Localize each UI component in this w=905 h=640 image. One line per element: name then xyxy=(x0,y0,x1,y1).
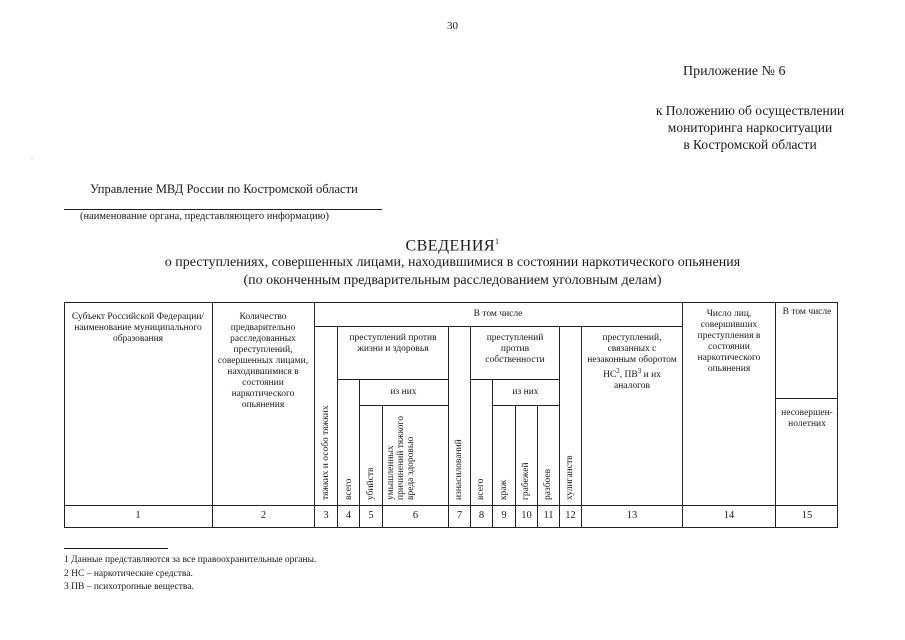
header-drugs xyxy=(586,333,678,392)
header-drugs-pv: , ПВ xyxy=(619,370,638,381)
stray-mark: . xyxy=(31,152,33,161)
header-total: всего xyxy=(344,478,354,500)
column-number: 2 xyxy=(260,510,267,521)
footnote-2: 2 НС – наркотические средства. xyxy=(64,569,193,579)
column-number: 12 xyxy=(565,510,576,521)
column-number: 11 xyxy=(543,510,554,521)
organization-underline xyxy=(64,209,382,210)
column-number: 10 xyxy=(521,510,532,521)
appendix-reference-line: мониторинга наркоситуации xyxy=(667,120,833,135)
column-number: 5 xyxy=(368,510,374,521)
organization-caption: (наименование органа, представляющего информацию) xyxy=(80,211,329,222)
header-hooliganism: хулиганств xyxy=(565,455,575,500)
column-number: 8 xyxy=(478,510,485,521)
document-subtitle-note: (по оконченным предварительным расследованием уголовным делам) xyxy=(243,273,662,288)
footnote-ref-1: 1 xyxy=(495,237,500,246)
header-robberies: грабежей xyxy=(521,462,531,500)
footnote-ref-3: 3 xyxy=(637,367,642,375)
header-grievous-harm: умышленных причинений тяжкого вреда здоровью xyxy=(386,416,416,500)
header-drugs-tail: и их аналогов xyxy=(614,370,661,392)
appendix-reference-line: к Положению об осуществлении xyxy=(655,103,845,118)
column-number: 13 xyxy=(626,510,638,521)
header-count: Количество предварительно расследованных преступлений, совершенных лицами, находившимися в состоянии наркотического опьянения xyxy=(217,312,309,410)
header-including: В том числе xyxy=(473,309,523,319)
header-including-2: В том числе xyxy=(782,307,832,317)
header-thefts: краж xyxy=(499,479,509,500)
header-life-health: преступлений против жизни и здоровья xyxy=(349,333,437,354)
header-of-them: из них xyxy=(512,387,539,397)
appendix-title: Приложение № 6 xyxy=(683,64,786,79)
header-rapes: изнасилований xyxy=(454,439,464,500)
document-title xyxy=(0,237,905,255)
footnote-3: 3 ПВ – психотропные вещества. xyxy=(64,582,194,592)
document-title-text: СВЕДЕНИЯ xyxy=(405,237,496,255)
page-number: 30 xyxy=(447,20,458,32)
header-drugs-text: преступлений, связанных с незаконным оборотом НС xyxy=(587,333,677,381)
header-of-them: из них xyxy=(390,387,417,397)
header-assaults: разбоев xyxy=(543,468,553,500)
column-number: 7 xyxy=(456,510,463,521)
footnote-1: 1 Данные представляются за все правоохранительные органы. xyxy=(64,555,317,565)
header-serious: тяжких и особо тяжких xyxy=(321,405,331,500)
organization-name: Управление МВД России по Костромской области xyxy=(90,182,358,196)
header-property: преступлений против собственности xyxy=(485,333,545,365)
header-murders: убийств xyxy=(366,467,376,500)
report-table xyxy=(64,302,838,528)
footnote-separator xyxy=(64,548,168,549)
column-number: 3 xyxy=(323,510,329,521)
header-persons: Число лиц, совершивших преступления в состоянии наркотического опьянения xyxy=(697,309,761,374)
header-subject: Субъект Российской Федерации/наименование муниципального образования xyxy=(71,312,205,344)
column-number: 9 xyxy=(501,510,507,521)
column-number: 14 xyxy=(723,510,735,521)
footnote-ref-2: 2 xyxy=(616,367,620,375)
document-subtitle: о преступлениях, совершенных лицами, находившимися в состоянии наркотического опьянения xyxy=(164,255,741,270)
column-number: 4 xyxy=(345,510,352,521)
header-minors: несовершен-нолетних xyxy=(781,408,833,429)
header-total: всего xyxy=(476,478,486,500)
appendix-reference-line: в Костромской области xyxy=(683,137,817,152)
column-number: 15 xyxy=(801,510,813,521)
column-number: 1 xyxy=(135,510,141,521)
column-number: 6 xyxy=(412,510,419,521)
